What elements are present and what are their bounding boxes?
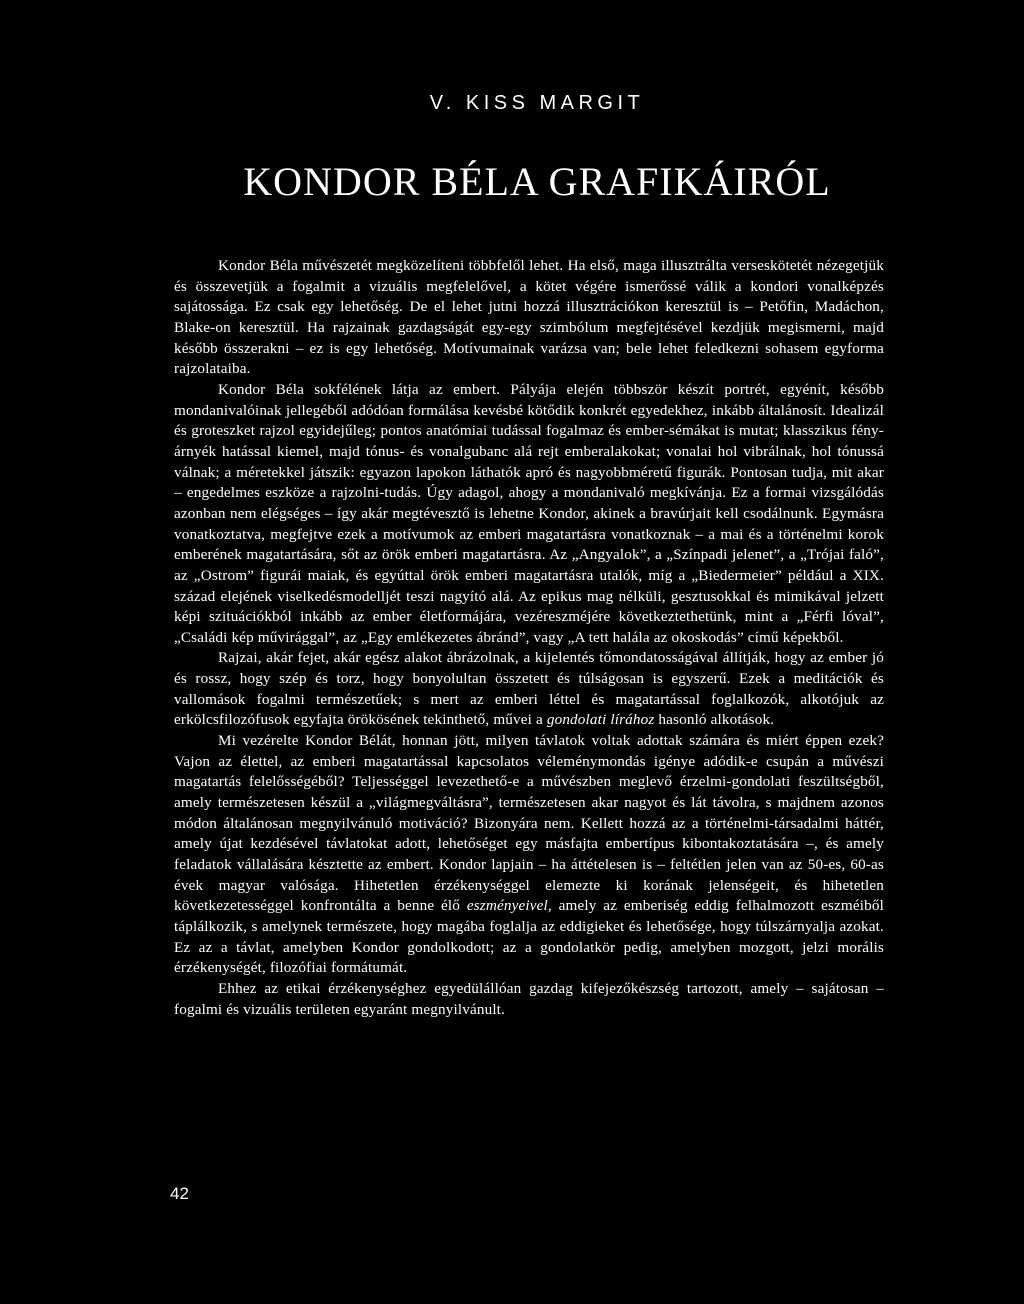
paragraph bbox=[174, 380, 884, 649]
page-number: 42 bbox=[170, 1184, 189, 1203]
paragraph-text: Mi vezérelte Kondor Bélát, honnan jött, milyen távlatok voltak adottak számára és miért éppen ezek? Vajon az élettel, az emberi magatartással kapcsolatos véleménymondás igénye adódik-e csupán a művészi magatartás felelősségéből? Teljességgel levezethető-e a művészben meglevő érzelmi-gondolati feszültségből, amely természetesen készül a „világmegváltásra”, természetesen akar nagyot és lát távolra, s majdnem azonos módon általánosan megnyilvánuló motiváció? Bizonyára nem. Kellett hozzá az a történelmi-társadalmi háttér, amely újat kezdésével távlatokat adott, lehetőséget egy másfajta embertípus kibontakoztatására –, és amely feladatok vállalására késztette az embert. Kondor lapjain – ha áttételesen is – feltétlen jelen van az 50-es, 60-as évek magyar valósága. Hihetetlen érzékenységgel elemezte ki korának jelenségeit, és hihetetlen következetességgel konfrontálta a benne élő bbox=[174, 732, 884, 915]
paragraph bbox=[174, 648, 884, 731]
emphasized-text: eszményeivel, bbox=[466, 897, 552, 915]
paragraph-text: Rajzai, akár fejet, akár egész alakot ábrázolnak, a kijelentés tőmondatosságával állítják, hogy az ember jó és rossz, hogy szép és torz, hogy bonyolultan összetett és túlságosan is egyszerű. Ezek a meditációk és vallomások fogalmi természetűek; s mert az emberi léttel és magatartással foglalkozók, alkotójuk az erkölcsfilozófusok egyfajta örökösének tekinthető, művei a bbox=[174, 649, 884, 729]
paragraph bbox=[174, 731, 884, 979]
article-title: KONDOR BÉLA GRAFIKÁIRÓL bbox=[243, 159, 831, 204]
paragraph bbox=[174, 979, 884, 1020]
paragraph-text: amely az emberiség eddig felhalmozott eszméiből táplálkozik, s amelynek természete, hogy magába foglalja az eddigieket és lehetősége, hogy túlszárnyalja azokat. Ez az a távlat, amelyben Kondor gondolkodott; az a gondolatkör pedig, amelyben mozgott, jelzi morális érzékenységét, filozófiai formátumát. bbox=[174, 897, 884, 977]
emphasized-text: gondolati lírához bbox=[546, 711, 655, 729]
author-name: V. KISS MARGIT bbox=[429, 92, 645, 114]
paragraph-text: hasonló alkotások. bbox=[654, 711, 775, 729]
article-body bbox=[174, 256, 884, 1020]
paragraph-text: Kondor Béla sokfélének látja az embert. Pályája elején többször készít portrét, egyénít, később mondanivalóinak jellegéből adódóan formálása kevésbé kötődik konkrét egyedekhez, inkább általánosít. Idealizál és groteszket rajzol egyidejűleg; pontos anatómiai tudással fogalmaz és ember-sémákat is mutat; klasszikus fény-árnyék hatással kiemel, majd tónus- és vonalgubanc alá rejt emberalakokat; vonalai hol vibrálnak, hol tónussá válnak; a méretekkel játszik: egyazon lapokon láthatók apró és nagyobbméretű figurák. Pontosan tudja, mit akar – engedelmes eszköze a rajzolni-tudás. Úgy adagol, ahogy a mondanivaló megkívánja. Ez a formai vizsgálódás azonban nem elégséges – így akár megtévesztő is lehetne Kondor, akinek a bravúrjait kell csodálnunk. Egymásra vonatkoztatva, megfejtve ezek a motívumok az emberi magatartásra vonatkoznak – a mai és a történelmi korok emberének magatartására, sőt az örök emberi magatartásra. Az „Angyalok”, a „Színpadi jelenet”, a „Trójai faló”, az „Ostrom” figurái maiak, és egyúttal örök emberi magatartásra utalók, míg a „Biedermeier” például a XIX. század elejének viselkedésmodelljét teszi nagyító alá. Az epikus mag nélküli, gesztusokkal és mimikával jelzett képi szituációkból inkább az ember életformájára, vezéreszméjére következtethetünk, mint a „Férfi lóval”, „Családi kép művirággal”, az „Egy emlékezetes ábránd”, vagy „A tett halála az okoskodás” című képekből. bbox=[174, 380, 884, 646]
paragraph-text: Ehhez az etikai érzékenységhez egyedülállóan gazdag kifejezőkészség tartozott, amely – sajátosan – fogalmi és vizuális területen egyaránt megnyilvánult. bbox=[174, 979, 884, 1018]
paragraph bbox=[174, 256, 884, 380]
paragraph-text: Kondor Béla művészetét megközelíteni többfelől lehet. Ha első, maga illusztrálta verseskötetét nézegetjük és összevetjük a fogalmit a vizuális megfelelővel, a kötet végére ismerőssé válik a kondori vonalképzés sajátossága. Ez csak egy lehetőség. De el lehet jutni hozzá illusztrációkon keresztül is – Petőfin, Madáchon, Blake-on keresztül. Ha rajzainak gazdagságát egy-egy szimbólum megfejtésével kezdjük megismerni, majd később összerakni – ez is egy lehetőség. Motívumainak varázsa van; bele lehet feledkezni sohasem egyforma rajzolataiba. bbox=[174, 257, 884, 378]
